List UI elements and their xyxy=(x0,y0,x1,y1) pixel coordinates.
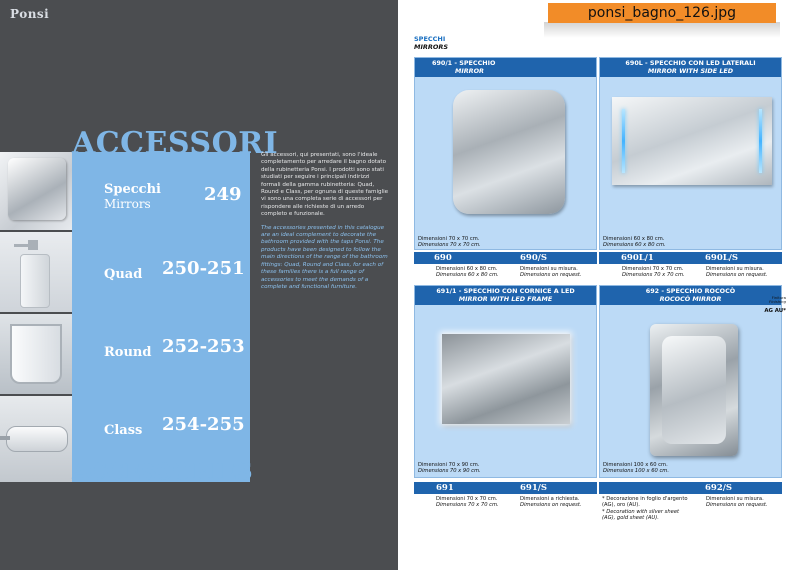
finish-note-it: Finitura xyxy=(771,295,786,300)
index-item-label: Round xyxy=(104,345,152,360)
mirror-image xyxy=(612,97,772,185)
variant-code: 690 xyxy=(434,253,452,263)
variant-text-en: * Decoration with silver sheet (AG), gold sheet (AU). xyxy=(602,508,680,521)
variant-text-en: Dimensions on request. xyxy=(520,272,582,279)
variant-text-en: Dimensions 60 x 80 cm. xyxy=(436,272,499,279)
product-dimensions xyxy=(418,462,481,475)
variant-text-it: Dimensioni 70 x 70 cm. xyxy=(622,266,684,272)
variant-text xyxy=(436,266,499,279)
variant-text-it: Dimensioni 60 x 80 cm. xyxy=(436,266,498,272)
variant-text-it: Dimensioni su misura. xyxy=(706,496,764,502)
variant-text-en: Dimensions 70 x 70 cm. xyxy=(622,272,685,279)
product-dimensions-en: Dimensions 60 x 80 cm. xyxy=(603,242,666,249)
variant-text-en: Dimensions on request. xyxy=(706,502,768,509)
variant-text-en: Dimensions on request. xyxy=(520,502,582,509)
product-title-en: MIRROR WITH LED FRAME xyxy=(458,295,553,303)
index-item-label-en: Mirrors xyxy=(104,197,151,211)
brand-logo: Ponsi xyxy=(10,7,50,21)
finish-note xyxy=(764,296,786,305)
tumbler-thumbnail xyxy=(0,314,72,394)
index-item-round[interactable] xyxy=(104,341,151,360)
finish-note-en: Finishing xyxy=(769,299,786,305)
product-title-it: 691/1 - SPECCHIO CON CORNICE A LED xyxy=(436,287,575,295)
variant-text-en: Dimensions on request. xyxy=(706,272,768,279)
product-card-header xyxy=(600,286,781,305)
variant-text xyxy=(622,266,685,279)
mirror-image xyxy=(442,334,570,424)
filename-label-shadow xyxy=(544,22,780,38)
variant-code: 691/S xyxy=(520,483,547,493)
index-item-class[interactable] xyxy=(104,419,142,438)
variant-text-it: Dimensioni su misura. xyxy=(706,266,764,272)
variant-code-strip xyxy=(599,482,782,494)
finish-code: AG AU* xyxy=(764,308,786,314)
product-title-en: ROCOCÒ MIRROR xyxy=(659,295,722,303)
product-dimensions-en: Dimensions 70 x 70 cm. xyxy=(418,242,481,249)
variant-text-it: Dimensioni su misura. xyxy=(520,266,578,272)
index-item-pages: 254-255 xyxy=(162,414,245,435)
variant-code-strip xyxy=(414,252,597,264)
led-strip xyxy=(622,109,625,173)
product-dimensions-en: Dimensions 70 x 90 cm. xyxy=(418,468,481,475)
variant-code: 690L/S xyxy=(705,253,738,263)
index-item-label: Specchi xyxy=(104,182,161,197)
product-dimensions-en: Dimensions 100 x 60 cm. xyxy=(603,468,669,475)
variant-code-strip xyxy=(599,252,782,264)
section-title-it: ACCESSORI xyxy=(72,126,279,161)
product-card-header xyxy=(600,58,781,77)
index-item-quad[interactable] xyxy=(104,263,142,282)
product-title-it: 690/1 - SPECCHIO xyxy=(432,59,496,67)
variant-text-it: * Decorazione in foglio d'argento (AG), oro (AU). xyxy=(602,496,688,509)
variant-text-it: Dimensioni a richiesta. xyxy=(520,496,580,502)
soap-dish-thumbnail xyxy=(0,396,72,482)
section-title-en: ACCESSORIES xyxy=(72,459,253,485)
product-card-header xyxy=(415,286,596,305)
variant-code: 691 xyxy=(436,483,454,493)
product-dimensions xyxy=(603,462,669,475)
index-item-label: Quad xyxy=(104,267,143,282)
variant-text xyxy=(602,496,692,521)
variant-text-en: Dimensions 70 x 70 cm. xyxy=(436,502,499,509)
product-dimensions-it: Dimensioni 100 x 60 cm. xyxy=(603,462,668,468)
index-item-label: Class xyxy=(104,423,143,438)
product-card-header xyxy=(415,58,596,77)
index-item-pages: 249 xyxy=(204,184,242,205)
soap-dispenser-thumbnail xyxy=(0,232,72,312)
variant-text xyxy=(706,496,768,509)
index-item-pages: 252-253 xyxy=(162,336,245,357)
product-dimensions xyxy=(418,236,481,249)
product-dimensions-it: Dimensioni 70 x 70 cm. xyxy=(418,236,480,242)
product-dimensions-it: Dimensioni 70 x 90 cm. xyxy=(418,462,480,468)
product-title-it: 692 - SPECCHIO ROCOCÒ xyxy=(645,287,736,295)
variant-code: 690/S xyxy=(520,253,547,263)
variant-code: 692/S xyxy=(705,483,732,493)
filename-label: ponsi_bagno_126.jpg xyxy=(548,3,776,23)
variant-code: 690L/1 xyxy=(621,253,654,263)
led-strip xyxy=(759,109,762,173)
mirror-image xyxy=(650,324,738,456)
intro-text-it: Gli accessori, qui presentati, sono l'ideale completamento per arredare il bagno dotato della rubinetteria Ponsi. I prodotti sono stati studiati per seguire i principali indirizzi formali della gamma rubinetteria: Quad, Round e Class, per ognuna di queste famiglie vi sono una completa serie di accessori per rispondere alle richieste di un arredo completo e funzionale. xyxy=(261,152,389,218)
mirror-thumbnail xyxy=(0,152,72,230)
product-title-it: 690L - SPECCHIO CON LED LATERALI xyxy=(625,59,756,67)
index-item-pages: 250-251 xyxy=(162,258,245,279)
product-title-en: MIRROR xyxy=(455,67,484,75)
variant-text xyxy=(520,266,582,279)
product-dimensions-it: Dimensioni 60 x 80 cm. xyxy=(603,236,665,242)
intro-text xyxy=(261,152,389,297)
variant-text xyxy=(436,496,499,509)
variant-code-strip xyxy=(414,482,597,494)
index-item-mirrors[interactable] xyxy=(104,178,161,211)
intro-text-en: The accessories presented in this catalogue are an ideal complement to decorate the bathroom provided with the taps Ponsi. The products have been designed to follow the main directions of the range of the bathroom fittings: Quad, Round and Class, for each of these families there is a full range of accessories to meet the demands of a complete and functional furniture. xyxy=(261,224,388,290)
mirror-inner-glass xyxy=(662,336,726,444)
left-page xyxy=(0,0,398,570)
product-title-en: MIRROR WITH SIDE LED xyxy=(647,67,734,75)
mirror-image xyxy=(453,90,565,214)
variant-text-it: Dimensioni 70 x 70 cm. xyxy=(436,496,498,502)
section-heading-it: SPECCHI xyxy=(414,35,446,43)
variant-text xyxy=(706,266,768,279)
product-dimensions xyxy=(603,236,666,249)
section-heading-en: MIRRORS xyxy=(414,43,449,51)
variant-text xyxy=(520,496,582,509)
